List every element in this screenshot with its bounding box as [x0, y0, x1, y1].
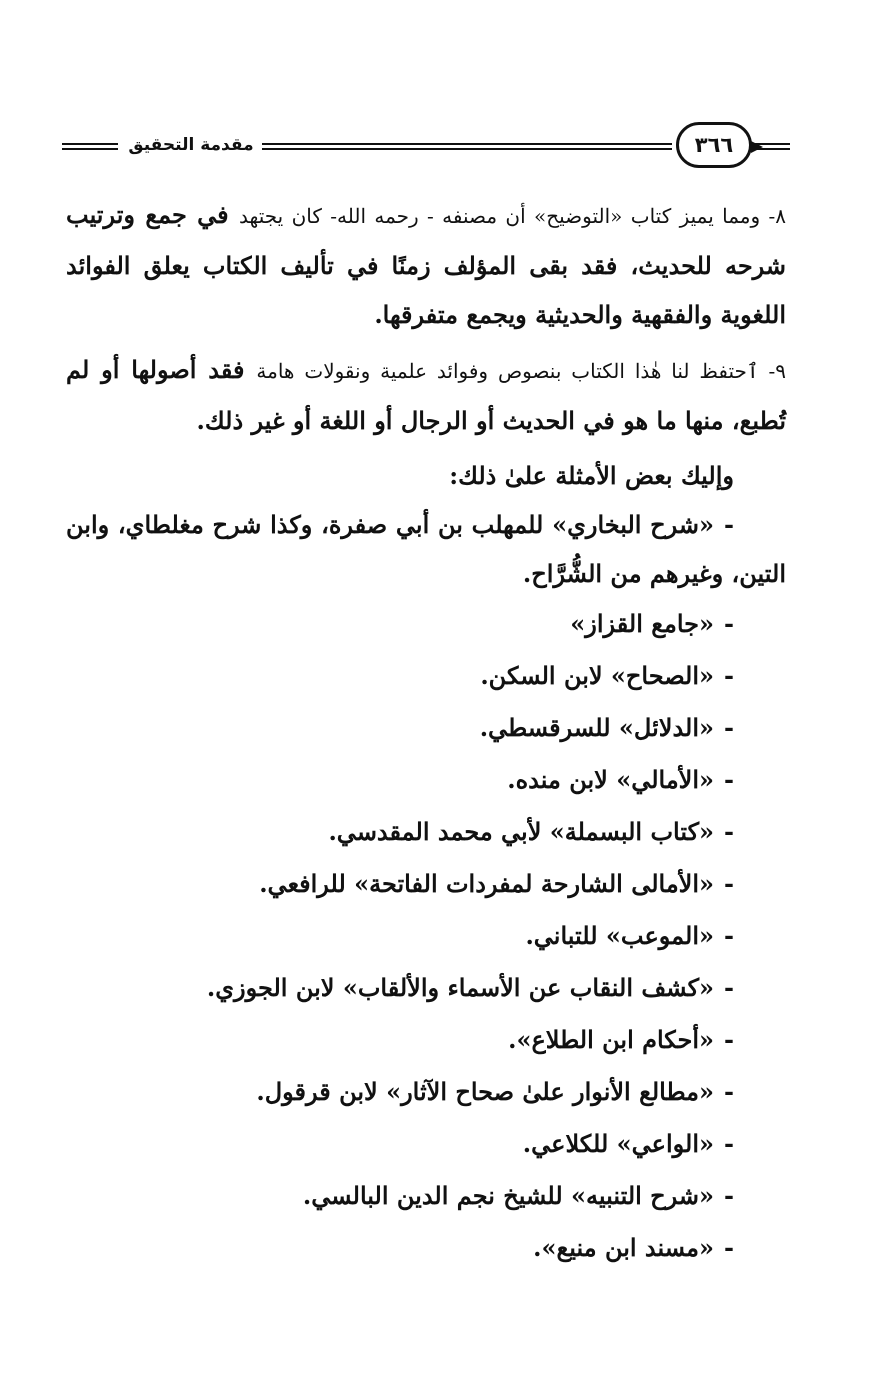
list-dash: - — [724, 817, 734, 846]
list-item-text: «الدلائل» للسرقسطي. — [479, 713, 715, 742]
examples-intro: وإليك بعض الأمثلة علىٰ ذلك: — [449, 461, 734, 490]
list-dash: - — [724, 973, 734, 1002]
list-item — [66, 1222, 786, 1274]
list-dash: - — [724, 713, 734, 742]
list-dash: - — [724, 1025, 734, 1054]
header-rule-middle — [262, 143, 672, 150]
paragraph-8-body: في جمع وترتيب شرحه للحديث، فقد بقى المؤلف زمنًا في تأليف الكتاب يعلق الفوائد اللغوية والفقهية والحديثية ويجمع متفرقها. — [66, 200, 786, 329]
list-item — [66, 858, 786, 910]
examples-list — [66, 500, 786, 1274]
list-dash: - — [724, 609, 734, 638]
paragraph-9-body: فقد أصولها أو لم تُطبع، منها ما هو في الحديث أو الرجال أو اللغة أو غير ذلك. — [66, 355, 786, 435]
list-item — [66, 962, 786, 1014]
paragraph-8 — [66, 190, 786, 339]
list-item-text: «مطالع الأنوار علىٰ صحاح الآثار» لابن قرقول. — [256, 1077, 715, 1106]
list-item — [66, 1118, 786, 1170]
list-item — [66, 754, 786, 806]
list-item-text: «الواعي» للكلاعي. — [522, 1129, 715, 1158]
list-item-text: «الصحاح» لابن السكن. — [480, 661, 715, 690]
list-item-text: «شرح البخاري» للمهلب بن أبي صفرة، وكذا شرح مغلطاي، وابن التين، وغيرهم من الشُّرَّاح. — [66, 510, 786, 588]
page-number: ٣٦٦ — [676, 122, 752, 168]
list-item — [66, 1170, 786, 1222]
list-item-text: «كتاب البسملة» لأبي محمد المقدسي. — [328, 817, 715, 846]
list-dash: - — [724, 1181, 734, 1210]
list-item-text: «جامع القزاز» — [570, 609, 715, 638]
paragraph-8-lead: ٨- ومما يميز كتاب «التوضيح» أن مصنفه - رحمه الله- كان يجتهد — [239, 204, 787, 228]
header-rule-left — [62, 143, 118, 150]
list-dash: - — [724, 869, 734, 898]
page-header — [62, 122, 790, 172]
list-dash: - — [724, 510, 734, 539]
running-title: مقدمة التحقيق — [128, 135, 254, 155]
list-item — [66, 1014, 786, 1066]
list-item-text: «الأمالى الشارحة لمفردات الفاتحة» للرافعي. — [259, 869, 715, 898]
header-rule-right — [754, 143, 790, 150]
list-dash: - — [724, 1129, 734, 1158]
list-item — [66, 650, 786, 702]
page-content — [66, 190, 786, 1274]
paragraph-9-lead: ٩- ٱحتفظ لنا هٰذا الكتاب بنصوص وفوائد علمية ونقولات هامة — [256, 359, 786, 383]
list-item — [66, 598, 786, 650]
list-item — [66, 702, 786, 754]
list-item — [66, 806, 786, 858]
list-item-text: «الموعب» للتباني. — [525, 921, 715, 950]
list-item — [66, 500, 786, 598]
list-dash: - — [724, 1077, 734, 1106]
list-dash: - — [724, 661, 734, 690]
list-item-text: «كشف النقاب عن الأسماء والألقاب» لابن الجوزي. — [206, 973, 715, 1002]
list-item-text: «الأمالي» لابن منده. — [507, 765, 715, 794]
list-item — [66, 910, 786, 962]
list-dash: - — [724, 1233, 734, 1262]
list-dash: - — [724, 765, 734, 794]
list-item-text: «أحكام ابن الطلاع». — [508, 1025, 715, 1054]
list-item — [66, 1066, 786, 1118]
list-item-text: «شرح التنبيه» للشيخ نجم الدين البالسي. — [302, 1181, 715, 1210]
list-item-text: «مسند ابن منيع». — [533, 1233, 715, 1262]
paragraph-9 — [66, 345, 786, 445]
list-dash: - — [724, 921, 734, 950]
